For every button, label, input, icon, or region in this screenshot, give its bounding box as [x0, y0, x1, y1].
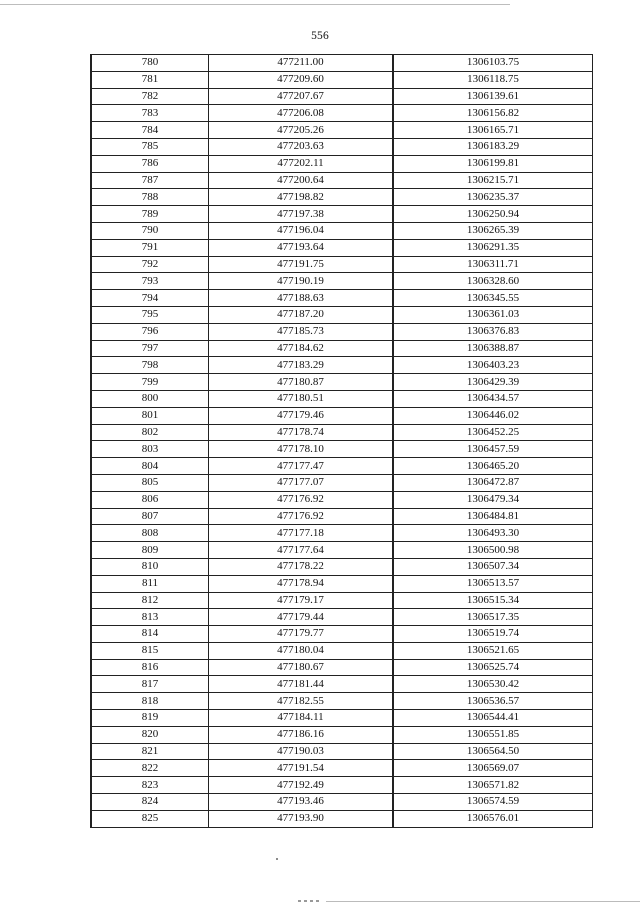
y-coordinate-cell: 1306576.01: [393, 810, 593, 827]
y-coordinate-cell: 1306165.71: [393, 122, 593, 139]
table-row: [91, 592, 593, 609]
point-number-cell: 805: [91, 474, 209, 491]
y-coordinate-cell: 1306544.41: [393, 710, 593, 727]
y-coordinate-cell: 1306139.61: [393, 88, 593, 105]
x-coordinate-cell: 477180.67: [209, 659, 394, 676]
point-number-cell: 790: [91, 222, 209, 239]
y-coordinate-cell: 1306118.75: [393, 71, 593, 88]
top-scan-line: [0, 4, 510, 5]
x-coordinate-cell: 477190.03: [209, 743, 394, 760]
table-row: [91, 710, 593, 727]
point-number-cell: 813: [91, 609, 209, 626]
table-row: [91, 306, 593, 323]
y-coordinate-cell: 1306479.34: [393, 491, 593, 508]
x-coordinate-cell: 477192.49: [209, 777, 394, 794]
table-row: [91, 491, 593, 508]
x-coordinate-cell: 477205.26: [209, 122, 394, 139]
x-coordinate-cell: 477180.87: [209, 374, 394, 391]
x-coordinate-cell: 477200.64: [209, 172, 394, 189]
x-coordinate-cell: 477198.82: [209, 189, 394, 206]
point-number-cell: 792: [91, 256, 209, 273]
table-row: [91, 172, 593, 189]
table-row: [91, 256, 593, 273]
x-coordinate-cell: 477176.92: [209, 491, 394, 508]
y-coordinate-cell: 1306452.25: [393, 424, 593, 441]
x-coordinate-cell: 477193.46: [209, 794, 394, 811]
coordinates-table: [90, 54, 593, 828]
bottom-scan-line: [326, 901, 640, 902]
table-row: [91, 88, 593, 105]
point-number-cell: 791: [91, 239, 209, 256]
point-number-cell: 811: [91, 575, 209, 592]
x-coordinate-cell: 477179.77: [209, 626, 394, 643]
x-coordinate-cell: 477203.63: [209, 138, 394, 155]
x-coordinate-cell: 477202.11: [209, 155, 394, 172]
x-coordinate-cell: 477179.46: [209, 407, 394, 424]
x-coordinate-cell: 477177.47: [209, 458, 394, 475]
x-coordinate-cell: 477177.07: [209, 474, 394, 491]
table-row: [91, 525, 593, 542]
point-number-cell: 822: [91, 760, 209, 777]
table-row: [91, 122, 593, 139]
table-row: [91, 794, 593, 811]
y-coordinate-cell: 1306571.82: [393, 777, 593, 794]
point-number-cell: 818: [91, 693, 209, 710]
table-row: [91, 222, 593, 239]
table-row: [91, 105, 593, 122]
y-coordinate-cell: 1306361.03: [393, 306, 593, 323]
table-row: [91, 323, 593, 340]
y-coordinate-cell: 1306536.57: [393, 693, 593, 710]
table-row: [91, 357, 593, 374]
table-row: [91, 458, 593, 475]
point-number-cell: 802: [91, 424, 209, 441]
point-number-cell: 797: [91, 340, 209, 357]
x-coordinate-cell: 477186.16: [209, 726, 394, 743]
y-coordinate-cell: 1306465.20: [393, 458, 593, 475]
point-number-cell: 796: [91, 323, 209, 340]
point-number-cell: 823: [91, 777, 209, 794]
table-row: [91, 575, 593, 592]
x-coordinate-cell: 477184.62: [209, 340, 394, 357]
x-coordinate-cell: 477180.04: [209, 642, 394, 659]
point-number-cell: 810: [91, 558, 209, 575]
x-coordinate-cell: 477193.64: [209, 239, 394, 256]
y-coordinate-cell: 1306446.02: [393, 407, 593, 424]
x-coordinate-cell: 477177.64: [209, 542, 394, 559]
point-number-cell: 816: [91, 659, 209, 676]
table-row: [91, 71, 593, 88]
table-row: [91, 777, 593, 794]
x-coordinate-cell: 477188.63: [209, 290, 394, 307]
y-coordinate-cell: 1306434.57: [393, 390, 593, 407]
point-number-cell: 814: [91, 626, 209, 643]
point-number-cell: 798: [91, 357, 209, 374]
table-row: [91, 239, 593, 256]
x-coordinate-cell: 477185.73: [209, 323, 394, 340]
x-coordinate-cell: 477191.75: [209, 256, 394, 273]
point-number-cell: 795: [91, 306, 209, 323]
table-row: [91, 558, 593, 575]
x-coordinate-cell: 477191.54: [209, 760, 394, 777]
point-number-cell: 807: [91, 508, 209, 525]
point-number-cell: 800: [91, 390, 209, 407]
point-number-cell: 786: [91, 155, 209, 172]
y-coordinate-cell: 1306215.71: [393, 172, 593, 189]
x-coordinate-cell: 477180.51: [209, 390, 394, 407]
y-coordinate-cell: 1306517.35: [393, 609, 593, 626]
table-row: [91, 760, 593, 777]
point-number-cell: 787: [91, 172, 209, 189]
point-number-cell: 781: [91, 71, 209, 88]
point-number-cell: 821: [91, 743, 209, 760]
x-coordinate-cell: 477197.38: [209, 206, 394, 223]
x-coordinate-cell: 477176.92: [209, 508, 394, 525]
table-row: [91, 340, 593, 357]
x-coordinate-cell: 477182.55: [209, 693, 394, 710]
x-coordinate-cell: 477178.94: [209, 575, 394, 592]
table-row: [91, 407, 593, 424]
table-row: [91, 441, 593, 458]
table-row: [91, 474, 593, 491]
y-coordinate-cell: 1306530.42: [393, 676, 593, 693]
y-coordinate-cell: 1306493.30: [393, 525, 593, 542]
point-number-cell: 804: [91, 458, 209, 475]
y-coordinate-cell: 1306513.57: [393, 575, 593, 592]
point-number-cell: 819: [91, 710, 209, 727]
table-row: [91, 609, 593, 626]
y-coordinate-cell: 1306521.65: [393, 642, 593, 659]
table-row: [91, 189, 593, 206]
y-coordinate-cell: 1306291.35: [393, 239, 593, 256]
y-coordinate-cell: 1306472.87: [393, 474, 593, 491]
point-number-cell: 817: [91, 676, 209, 693]
y-coordinate-cell: 1306328.60: [393, 273, 593, 290]
y-coordinate-cell: 1306429.39: [393, 374, 593, 391]
point-number-cell: 815: [91, 642, 209, 659]
y-coordinate-cell: 1306103.75: [393, 55, 593, 72]
table-row: [91, 810, 593, 827]
y-coordinate-cell: 1306235.37: [393, 189, 593, 206]
point-number-cell: 801: [91, 407, 209, 424]
point-number-cell: 824: [91, 794, 209, 811]
point-number-cell: 780: [91, 55, 209, 72]
x-coordinate-cell: 477207.67: [209, 88, 394, 105]
table-row: [91, 138, 593, 155]
y-coordinate-cell: 1306519.74: [393, 626, 593, 643]
table-row: [91, 290, 593, 307]
point-number-cell: 793: [91, 273, 209, 290]
y-coordinate-cell: 1306507.34: [393, 558, 593, 575]
table-row: [91, 374, 593, 391]
y-coordinate-cell: 1306376.83: [393, 323, 593, 340]
point-number-cell: 806: [91, 491, 209, 508]
table-row: [91, 676, 593, 693]
x-coordinate-cell: 477178.10: [209, 441, 394, 458]
x-coordinate-cell: 477179.17: [209, 592, 394, 609]
point-number-cell: 803: [91, 441, 209, 458]
x-coordinate-cell: 477209.60: [209, 71, 394, 88]
x-coordinate-cell: 477196.04: [209, 222, 394, 239]
point-number-cell: 808: [91, 525, 209, 542]
point-number-cell: 820: [91, 726, 209, 743]
y-coordinate-cell: 1306311.71: [393, 256, 593, 273]
point-number-cell: 784: [91, 122, 209, 139]
y-coordinate-cell: 1306551.85: [393, 726, 593, 743]
y-coordinate-cell: 1306569.07: [393, 760, 593, 777]
table-row: [91, 390, 593, 407]
point-number-cell: 785: [91, 138, 209, 155]
table-row: [91, 542, 593, 559]
y-coordinate-cell: 1306345.55: [393, 290, 593, 307]
x-coordinate-cell: 477206.08: [209, 105, 394, 122]
coordinates-table-body: [91, 55, 593, 828]
table-row: [91, 155, 593, 172]
y-coordinate-cell: 1306500.98: [393, 542, 593, 559]
table-row: [91, 659, 593, 676]
point-number-cell: 782: [91, 88, 209, 105]
y-coordinate-cell: 1306156.82: [393, 105, 593, 122]
x-coordinate-cell: 477211.00: [209, 55, 394, 72]
y-coordinate-cell: 1306574.59: [393, 794, 593, 811]
table-row: [91, 693, 593, 710]
y-coordinate-cell: 1306564.50: [393, 743, 593, 760]
y-coordinate-cell: 1306183.29: [393, 138, 593, 155]
x-coordinate-cell: 477183.29: [209, 357, 394, 374]
footer-speck: [276, 858, 278, 860]
point-number-cell: 812: [91, 592, 209, 609]
point-number-cell: 794: [91, 290, 209, 307]
x-coordinate-cell: 477190.19: [209, 273, 394, 290]
y-coordinate-cell: 1306403.23: [393, 357, 593, 374]
table-row: [91, 273, 593, 290]
table-row: [91, 424, 593, 441]
table-row: [91, 726, 593, 743]
x-coordinate-cell: 477184.11: [209, 710, 394, 727]
y-coordinate-cell: 1306515.34: [393, 592, 593, 609]
point-number-cell: 809: [91, 542, 209, 559]
y-coordinate-cell: 1306525.74: [393, 659, 593, 676]
y-coordinate-cell: 1306265.39: [393, 222, 593, 239]
point-number-cell: 788: [91, 189, 209, 206]
point-number-cell: 825: [91, 810, 209, 827]
x-coordinate-cell: 477177.18: [209, 525, 394, 542]
x-coordinate-cell: 477187.20: [209, 306, 394, 323]
x-coordinate-cell: 477181.44: [209, 676, 394, 693]
table-row: [91, 55, 593, 72]
y-coordinate-cell: 1306199.81: [393, 155, 593, 172]
x-coordinate-cell: 477193.90: [209, 810, 394, 827]
point-number-cell: 783: [91, 105, 209, 122]
y-coordinate-cell: 1306484.81: [393, 508, 593, 525]
x-coordinate-cell: 477178.22: [209, 558, 394, 575]
point-number-cell: 789: [91, 206, 209, 223]
footer-scan-marks: [298, 900, 320, 902]
table-row: [91, 508, 593, 525]
table-row: [91, 626, 593, 643]
y-coordinate-cell: 1306457.59: [393, 441, 593, 458]
y-coordinate-cell: 1306250.94: [393, 206, 593, 223]
table-row: [91, 642, 593, 659]
table-row: [91, 743, 593, 760]
x-coordinate-cell: 477179.44: [209, 609, 394, 626]
x-coordinate-cell: 477178.74: [209, 424, 394, 441]
y-coordinate-cell: 1306388.87: [393, 340, 593, 357]
page-number: 556: [311, 30, 329, 42]
table-row: [91, 206, 593, 223]
point-number-cell: 799: [91, 374, 209, 391]
